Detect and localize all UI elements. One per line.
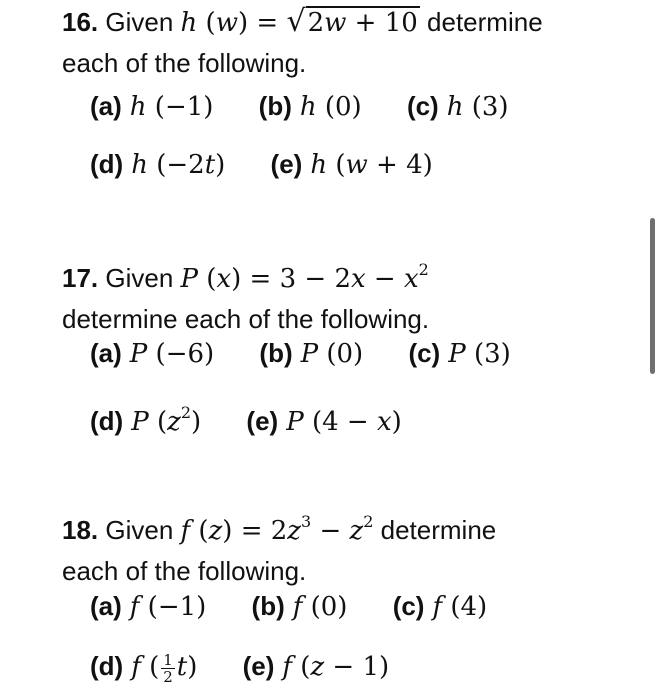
part-d: (d) h (−2t) (90, 149, 226, 180)
instruction-text: determine (427, 7, 543, 37)
problem-18 (62, 502, 622, 591)
parts-row (90, 588, 525, 625)
part-b: (b) f (0) (251, 591, 348, 622)
problem-16 (62, 2, 622, 83)
part-d: (d) f ( $\frac{1}{2}$ t) (90, 650, 198, 686)
part-e: (e) h (w + 4) (270, 149, 433, 180)
part-c: (c) h (3) (406, 91, 509, 122)
problem-18-stem (62, 502, 622, 551)
parts-row (90, 395, 440, 440)
function-definition: P $(x) = 3 - 2x - x^2$ (180, 260, 429, 294)
part-c: (c) P (3) (408, 338, 511, 369)
instruction-continued: each of the following. (62, 48, 307, 78)
part-e: (e) P (4 − x) (246, 406, 402, 437)
instruction-text: determine each of the following. (62, 304, 430, 334)
given-word: Given (105, 515, 174, 545)
problem-number: 17. (62, 263, 99, 293)
problem-number: 18. (62, 515, 99, 545)
function-definition: f $(z) = 2z^3 - z^2$ (180, 512, 374, 546)
parts-row (90, 146, 471, 183)
instruction-text: determine (380, 515, 497, 545)
given-word: Given (105, 263, 174, 293)
problem-17 (62, 250, 622, 339)
part-d: (d) P $(z^2)$ (90, 403, 202, 437)
part-b: (b) P (0) (259, 338, 364, 369)
given-word: Given (105, 7, 174, 37)
parts-row (90, 88, 547, 125)
problem-17-stem (62, 250, 622, 299)
problem-number: 16. (62, 7, 99, 37)
parts-row (90, 648, 427, 685)
problem-16-stem (62, 2, 622, 43)
part-b: (b) h (0) (258, 91, 362, 122)
scrollbar-thumb[interactable] (650, 218, 655, 374)
function-definition: h (w) = √2w + 10 (180, 4, 418, 39)
parts-row (90, 335, 549, 372)
part-a: (a) h (−1) (90, 91, 214, 122)
part-a: (a) f (−1) (90, 591, 207, 622)
instruction-continued: each of the following. (62, 556, 307, 586)
part-c: (c) f (4) (392, 591, 488, 622)
part-a: (a) P (−6) (90, 338, 215, 369)
part-e: (e) f (z − 1) (242, 651, 390, 682)
